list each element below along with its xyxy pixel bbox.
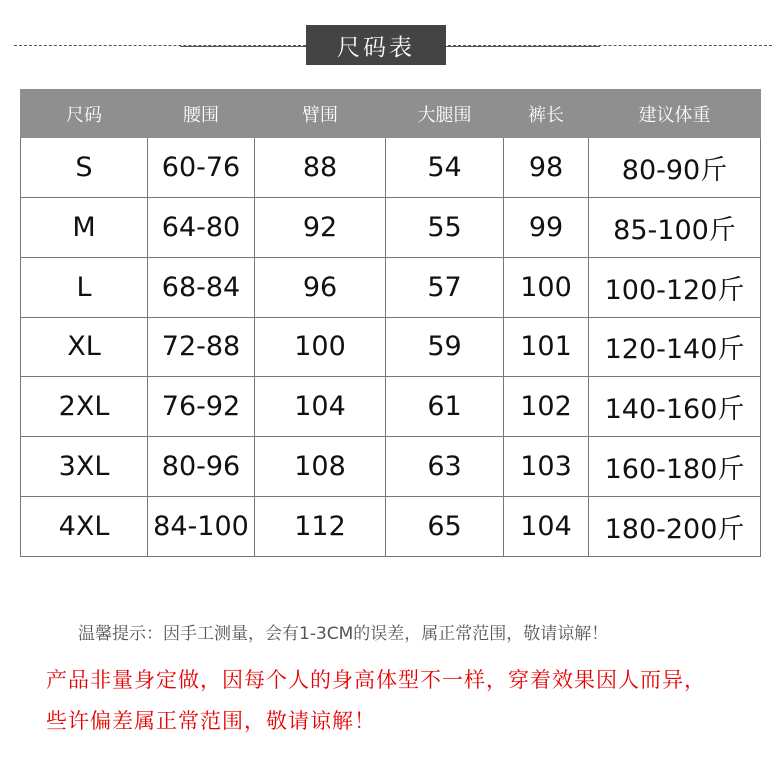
table-row (21, 497, 761, 557)
table-row (21, 437, 761, 497)
cell-waist: 84-100 (148, 497, 255, 557)
size-chart-table (20, 89, 761, 557)
cell-size: 4XL (21, 497, 148, 557)
cell-length: 104 (504, 497, 589, 557)
cell-arm: 108 (255, 437, 386, 497)
cell-waist: 60-76 (148, 138, 255, 198)
cell-thigh: 57 (386, 257, 504, 317)
cell-length: 99 (504, 197, 589, 257)
table-row (21, 257, 761, 317)
cell-size: 2XL (21, 377, 148, 437)
cell-waist: 68-84 (148, 257, 255, 317)
cell-thigh: 61 (386, 377, 504, 437)
header-weight: 建议体重 (589, 90, 761, 138)
cell-length: 100 (504, 257, 589, 317)
page-title: 尺码表 (306, 25, 446, 65)
cell-arm: 104 (255, 377, 386, 437)
cell-waist: 80-96 (148, 437, 255, 497)
table-row (21, 317, 761, 377)
cell-thigh: 59 (386, 317, 504, 377)
cell-arm: 92 (255, 197, 386, 257)
cell-waist: 72-88 (148, 317, 255, 377)
cell-arm: 112 (255, 497, 386, 557)
header-length: 裤长 (504, 90, 589, 138)
table-header-row (21, 90, 761, 138)
cell-size: XL (21, 317, 148, 377)
cell-length: 101 (504, 317, 589, 377)
cell-weight: 140-160斤 (589, 377, 761, 437)
cell-waist: 76-92 (148, 377, 255, 437)
header-size: 尺码 (21, 90, 148, 138)
measurement-tip: 温馨提示：因手工测量，会有1-3CM的误差，属正常范围，敬请谅解！ (78, 624, 609, 644)
fit-warning-line-2: 些许偏差属正常范围，敬请谅解！ (46, 709, 376, 733)
cell-length: 102 (504, 377, 589, 437)
cell-size: 3XL (21, 437, 148, 497)
table-row (21, 138, 761, 198)
cell-thigh: 63 (386, 437, 504, 497)
cell-thigh: 55 (386, 197, 504, 257)
cell-size: M (21, 197, 148, 257)
cell-arm: 96 (255, 257, 386, 317)
header-thigh: 大腿围 (386, 90, 504, 138)
cell-weight: 120-140斤 (589, 317, 761, 377)
cell-weight: 85-100斤 (589, 197, 761, 257)
table-row (21, 377, 761, 437)
cell-thigh: 54 (386, 138, 504, 198)
cell-thigh: 65 (386, 497, 504, 557)
cell-weight: 80-90斤 (589, 138, 761, 198)
header-waist: 腰围 (148, 90, 255, 138)
fit-warning-line-1: 产品非量身定做，因每个人的身高体型不一样，穿着效果因人而异， (46, 668, 706, 692)
cell-length: 98 (504, 138, 589, 198)
cell-length: 103 (504, 437, 589, 497)
table-row (21, 197, 761, 257)
cell-size: S (21, 138, 148, 198)
cell-weight: 180-200斤 (589, 497, 761, 557)
header-arm: 臂围 (255, 90, 386, 138)
cell-weight: 100-120斤 (589, 257, 761, 317)
cell-arm: 100 (255, 317, 386, 377)
cell-waist: 64-80 (148, 197, 255, 257)
cell-weight: 160-180斤 (589, 437, 761, 497)
cell-arm: 88 (255, 138, 386, 198)
cell-size: L (21, 257, 148, 317)
